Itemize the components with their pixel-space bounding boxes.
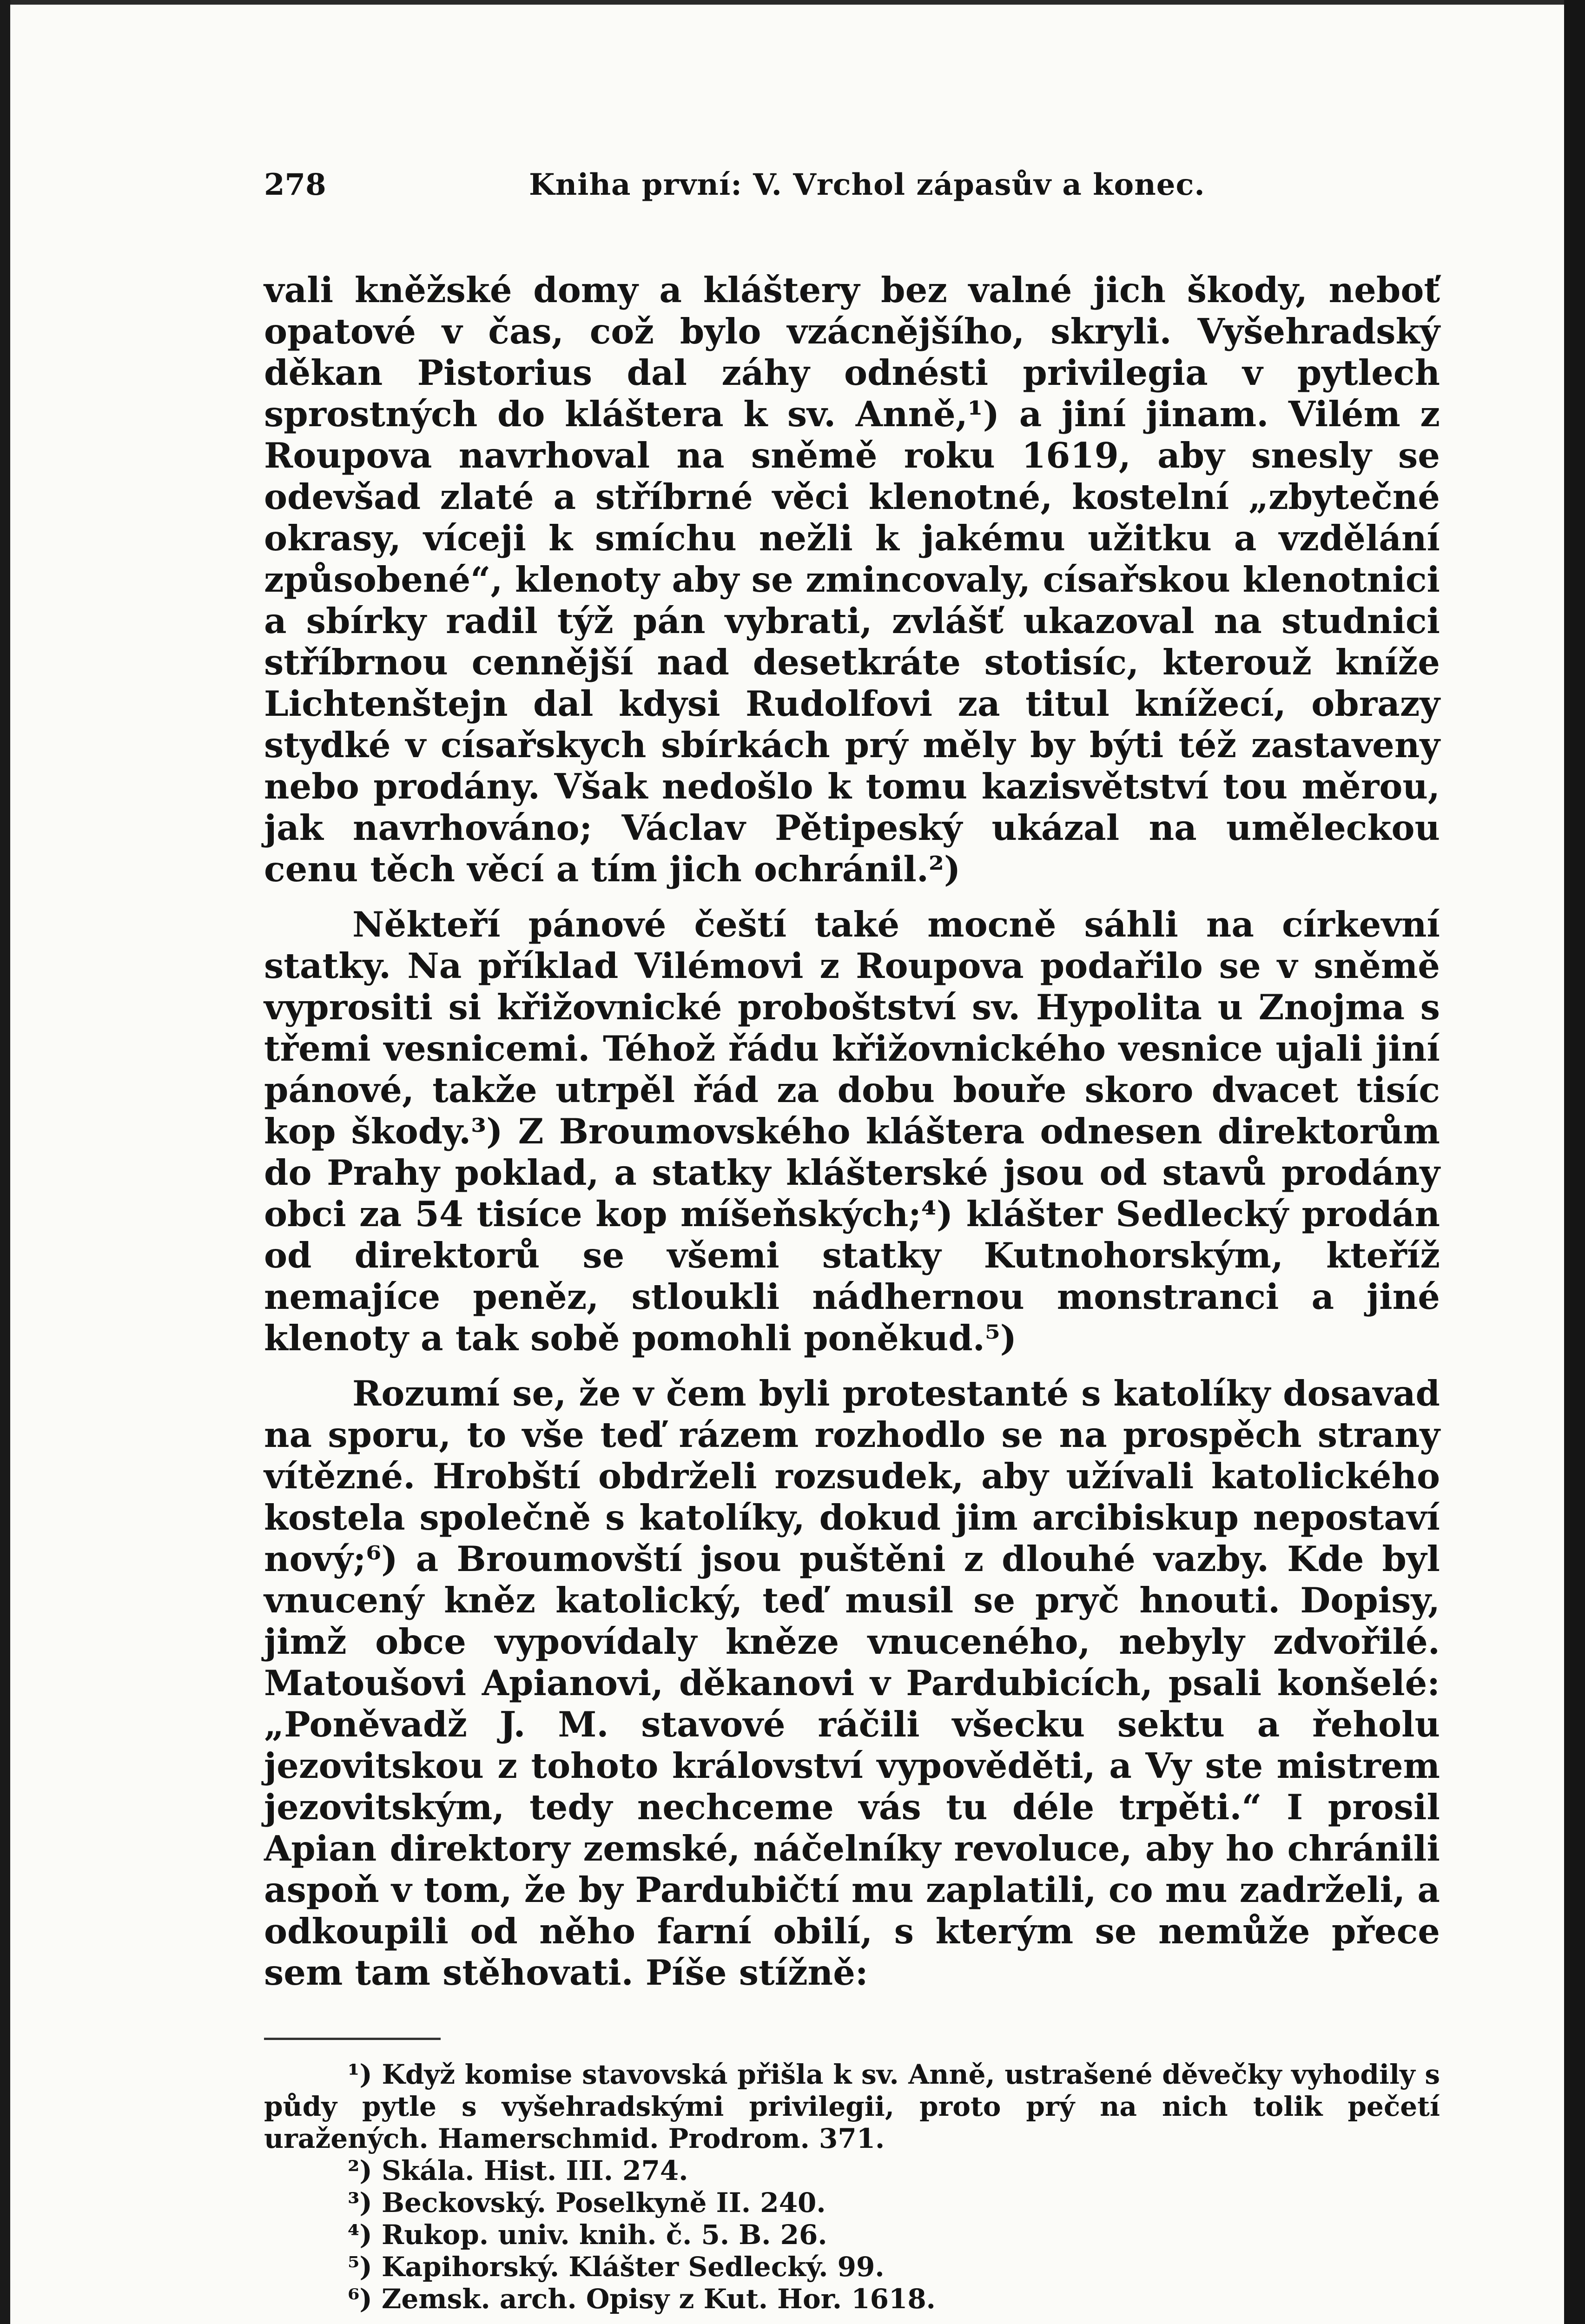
running-title: Kniha první: V. Vrchol zápasův a konec. — [529, 167, 1205, 202]
footnote-divider — [264, 2038, 441, 2040]
paragraph-2: Někteří pánové čeští také mocně sáhli na církevní statky. Na příklad Vilémovi z Roupova podařilo se v sněmě vyprositi si křižovnické proboštství sv. Hypolita u Znojma s třemi vesnicemi. Téhož řádu křižovnického vesnice ujali jiní pánové, takže utrpěl řád za dobu bouře skoro dvacet tisíc kop škody.³) Z Broumovského kláštera odnesen direktorům do Prahy poklad, a statky klášterské jsou od stavů prodány obci za 54 tisíce kop míšeňských;⁴) klášter Sedlecký prodán od direktorů se všemi statky Kutnohorským, kteříž nemajíce peněz, stloukli nádhernou monstranci a jiné klenoty a tak sobě pomohli poněkud.⁵) — [264, 904, 1440, 1359]
running-head — [264, 167, 1440, 209]
scan-left-edge — [0, 0, 10, 2324]
footnote-3: ³) Beckovský. Poselkyně II. 240. — [348, 2187, 826, 2218]
footnotes — [264, 2059, 1440, 2315]
text-block — [264, 167, 1440, 2315]
page-number: 278 — [264, 167, 326, 202]
footnote-2: ²) Skála. Hist. III. 274. — [348, 2155, 688, 2186]
paragraph-3: Rozumí se, že v čem byli protestanté s katolíky dosavad na sporu, to vše teď rázem rozhodlo se na prospěch strany vítězné. Hrobští obdrželi rozsudek, aby užívali katolického kostela společně s katolíky, dokud jim arcibiskup nepostaví nový;⁶) a Broumovští jsou puštěni z dlouhé vazby. Kde byl vnucený kněz katolický, teď musil se pryč hnouti. Dopisy, jimž obce vypovídaly kněze vnuceného, nebyly zdvořilé. Matoušovi Apianovi, děkanovi v Pardubicích, psali konšelé: „Poněvadž J. M. stavové ráčili všecku sektu a řeholu jezovitskou z tohoto království vypověděti, a Vy ste mistrem jezovitským, tedy nechceme vás tu déle trpěti.“ I prosil Apian direktory zemské, náčelníky revoluce, aby ho chránili aspoň v tom, že by Pardubičtí mu zaplatili, co mu zadrželi, a odkoupili od něho farní obilí, s kterým se nemůže přece sem tam stěhovati. Píše stížně: — [264, 1373, 1440, 1993]
footnote-4: ⁴) Rukop. univ. knih. č. 5. B. 26. — [348, 2219, 827, 2251]
footnote-5: ⁵) Kapihorský. Klášter Sedlecký. 99. — [348, 2251, 885, 2283]
scan-top-edge — [0, 0, 1585, 5]
scan-right-edge — [1564, 0, 1585, 2324]
footnote-6: ⁶) Zemsk. arch. Opisy z Kut. Hor. 1618. — [348, 2283, 936, 2315]
paragraph-1: vali kněžské domy a kláštery bez valné jich škody, neboť opatové v čas, což bylo vzácnějšího, skryli. Vyšehradský děkan Pistorius dal záhy odnésti privilegia v pytlech sprostných do kláštera k sv. Anně,¹) a jiní jinam. Vilém z Roupova navrhoval na sněmě roku 1619, aby snesly se odevšad zlaté a stříbrné věci klenotné, kostelní „zbytečné okrasy, víceji k smíchu nežli k jakému užitku a vzdělání způsobené“, klenoty aby se zmincovaly, císařskou klenotnici a sbírky radil týž pán vybrati, zvlášť ukazoval na studnici stříbrnou cennější nad desetkráte stotisíc, kterouž kníže Lichtenštejn dal kdysi Rudolfovi za titul knížecí, obrazy stydké v císařskych sbírkách prý měly by býti též zastaveny nebo prodány. Však nedošlo k tomu kazisvětství tou měrou, jak navrhováno; Václav Pětipeský ukázal na uměleckou cenu těch věcí a tím jich ochránil.²) — [264, 270, 1440, 890]
footnote-1: ¹) Když komise stavovská přišla k sv. Anně, ustrašené děvečky vyhodily s půdy pytle s vyšehradskými privilegii, proto prý na nich tolik pečetí uražených. Hamerschmid. Prodrom. 371. — [264, 2059, 1440, 2154]
